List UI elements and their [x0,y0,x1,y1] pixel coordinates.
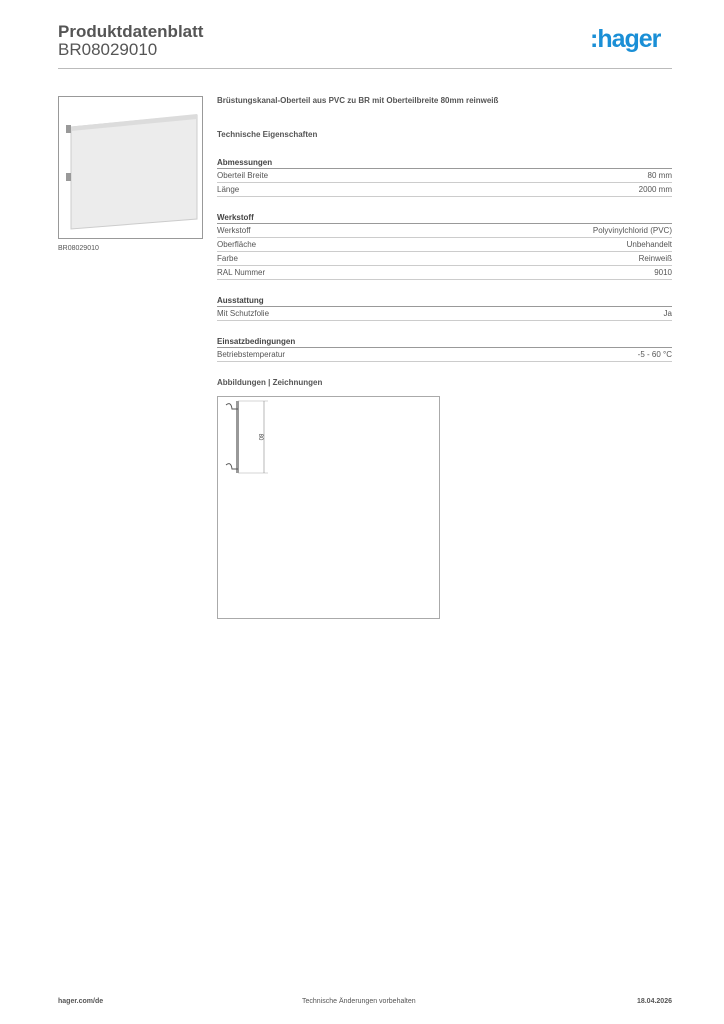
product-code: BR08029010 [58,40,158,59]
property-label: Oberteil Breite [217,171,269,180]
footer-date: 18.04.2026 [636,998,672,1005]
property-row [217,252,672,266]
dimension-label: 80 [257,433,263,441]
section-heading: Werkstoff [217,213,672,224]
tech-properties-heading: Technische Eigenschaften [217,130,318,139]
technical-drawing [217,396,440,619]
property-row [217,169,672,183]
photo-caption: BR08029010 [58,245,99,252]
property-row [217,307,672,321]
property-value: -5 - 60 °C [637,350,672,359]
property-value: Reinweiß [638,254,672,263]
hager-logo [590,26,674,59]
section-heading: Einsatzbedingungen [217,337,672,348]
header-divider [58,68,672,69]
property-value: 80 mm [647,171,672,180]
product-description: Brüstungskanal-Oberteil aus PVC zu BR mit Oberteilbreite 80mm reinweiß [217,96,499,105]
property-label: RAL Nummer [217,268,266,277]
drawings-heading: Abbildungen | Zeichnungen [217,378,323,387]
property-row [217,183,672,197]
property-row [217,224,672,238]
svg-text::hager: :hager [590,26,661,53]
footer-disclaimer: Technische Änderungen vorbehalten [302,998,416,1005]
section-gap [217,197,672,211]
section-gap [217,321,672,335]
footer-website[interactable]: hager.com/de [58,998,104,1005]
property-label: Werkstoff [217,226,251,235]
page-title: Produktdatenblatt [58,22,204,41]
property-value: Polyvinylchlorid (PVC) [592,226,672,235]
section-heading: Ausstattung [217,296,672,307]
property-label: Farbe [217,254,238,263]
product-details [217,96,672,619]
property-row [217,238,672,252]
property-value: Unbehandelt [626,240,672,249]
property-value: 9010 [654,268,672,277]
property-label: Mit Schutzfolie [217,309,270,318]
property-row [217,348,672,362]
property-label: Länge [217,185,240,194]
property-label: Betriebstemperatur [217,350,286,359]
property-label: Oberfläche [217,240,257,249]
property-value: Ja [663,309,672,318]
property-row [217,266,672,280]
section-gap [217,280,672,294]
section-heading: Abmessungen [217,158,672,169]
product-photo [58,96,203,239]
property-value: 2000 mm [638,185,672,194]
